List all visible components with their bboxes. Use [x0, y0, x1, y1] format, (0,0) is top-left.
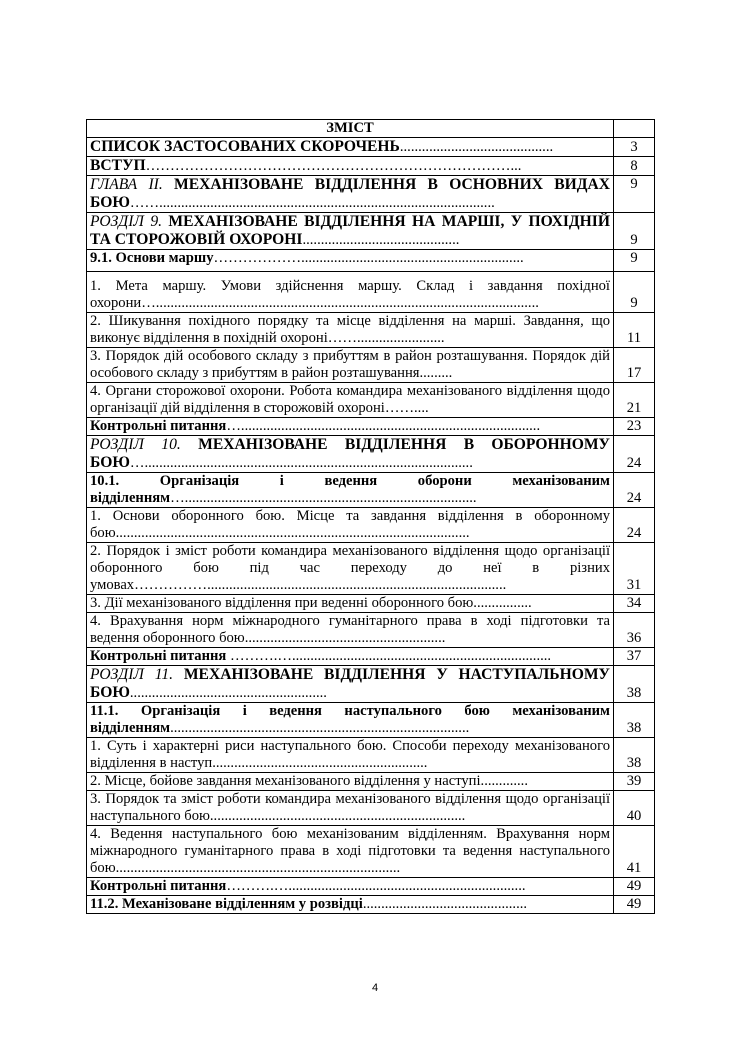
toc-leader-dots: …………………………………………………………………...: [145, 158, 522, 174]
toc-entry-prefix: РОЗДІЛ 9.: [90, 213, 163, 230]
toc-leader-dots: ……………….............................................................: [213, 250, 524, 266]
toc-entry-text: 1. Суть і характерні риси наступального бою. Способи переходу механізованого відділення в наступ: [90, 738, 610, 771]
toc-entry-label: Контрольні питання: [90, 648, 227, 664]
toc-page-number: 11: [614, 313, 655, 348]
toc-leader-dots: ..............................................................................: [115, 860, 401, 876]
toc-row: [87, 508, 655, 543]
toc-entry-label: 10.1. Організація і ведення оборони механізованим відділенням: [90, 473, 610, 506]
toc-title: ЗМІСТ: [87, 120, 614, 138]
toc-page-number: 36: [614, 613, 655, 648]
toc-page-number: 24: [614, 436, 655, 473]
toc-leader-dots: ..................................................................................: [170, 720, 470, 736]
toc-entry-label: Контрольні питання: [90, 878, 227, 894]
table-of-contents: [86, 119, 655, 914]
toc-row: [87, 138, 655, 157]
toc-title-row: [87, 120, 655, 138]
toc-page-number: 9: [614, 272, 655, 313]
toc-entry-text: 1. Основи оборонного бою. Місце та завдання відділення в оборонному бою: [90, 508, 610, 541]
toc-leader-dots: …................................................................................: [170, 490, 477, 506]
toc-page-number: 40: [614, 791, 655, 826]
toc-page-number: 21: [614, 383, 655, 418]
toc-leader-dots: …..................................................................................: [226, 418, 541, 434]
toc-row: [87, 313, 655, 348]
toc-entry-text: 2. Порядок і зміст роботи командира механізованого відділення щодо організації оборонного бою під час переходу до неї в різних умовах: [90, 543, 610, 593]
toc-entry-text: 1. Мета маршу. Умови здійснення маршу. Склад і завдання похідної охорони: [90, 278, 610, 311]
toc-leader-dots: .........: [419, 365, 453, 381]
toc-leader-dots: ......................................................: [129, 685, 327, 701]
toc-row: [87, 703, 655, 738]
toc-page-number: 38: [614, 738, 655, 773]
toc-entry-text: 3. Порядок та зміст роботи командира механізованого відділення щодо організації наступального бою: [90, 791, 610, 824]
toc-leader-dots: ……………..................................................................................: [134, 577, 507, 593]
toc-leader-dots: ……....: [384, 400, 429, 416]
toc-entry-label: МЕХАНІЗОВАНЕ ВІДДІЛЕННЯ В ОСНОВНИХ ВИДАХ БОЮ: [90, 176, 611, 211]
toc-leader-dots: .............: [480, 773, 528, 789]
toc-page-number: 17: [614, 348, 655, 383]
toc-row: [87, 383, 655, 418]
toc-row: [87, 157, 655, 176]
toc-row: [87, 791, 655, 826]
toc-page-number: 34: [614, 595, 655, 613]
toc-row: [87, 613, 655, 648]
toc-page-number: 9: [614, 213, 655, 250]
toc-entry-prefix: РОЗДІЛ 10.: [90, 436, 181, 453]
toc-row: [87, 348, 655, 383]
toc-row: [87, 436, 655, 473]
toc-row: [87, 418, 655, 436]
toc-leader-dots: .............................................: [362, 896, 528, 912]
toc-leader-dots: ….........................................................................................................: [141, 295, 539, 311]
toc-page-number: 24: [614, 508, 655, 543]
toc-page-number: 3: [614, 138, 655, 157]
toc-row: [87, 543, 655, 595]
toc-leader-dots: ..........................................: [399, 139, 554, 155]
toc-leader-dots: ...........................................................: [212, 755, 428, 771]
toc-row: [87, 666, 655, 703]
toc-entry-prefix: ГЛАВА ІІ.: [90, 176, 163, 193]
toc-row: [87, 878, 655, 896]
toc-leader-dots: .................................................................................................: [115, 525, 470, 541]
toc-entry-label: Контрольні питання: [90, 418, 227, 434]
toc-leader-dots: .......................................................: [244, 630, 446, 646]
toc-leader-dots: ……........................: [327, 330, 445, 346]
page-number: 4: [371, 982, 379, 994]
toc-entry-text: 2. Місце, бойове завдання механізованого відділення у наступі: [90, 773, 481, 789]
toc-leader-dots: …..........................................................................................: [129, 455, 473, 471]
toc-entry-label: СПИСОК ЗАСТОСОВАНИХ СКОРОЧЕНЬ: [90, 138, 400, 155]
toc-entry-label: ВСТУП: [90, 157, 146, 174]
toc-page-number: 41: [614, 826, 655, 878]
toc-leader-dots: ……….….......................................................................: [226, 648, 552, 664]
toc-row: [87, 896, 655, 914]
toc-entry-label: 11.1. Організація і ведення наступального бою механізованим відділенням: [90, 703, 610, 736]
toc-entry-label: 9.1. Основи маршу: [90, 250, 214, 266]
toc-entry-text: 3. Порядок дій особового складу з прибуттям в район розташування. Порядок дій особового складу з прибуттям в район розташування: [90, 348, 610, 381]
toc-page-number: 38: [614, 703, 655, 738]
toc-entry-prefix: РОЗДІЛ 11.: [90, 666, 174, 683]
toc-page-number: 24: [614, 473, 655, 508]
toc-row: [87, 473, 655, 508]
toc-page-number: 38: [614, 666, 655, 703]
toc-page-number: 23: [614, 418, 655, 436]
toc-entry-text: 4. Врахування норм міжнародного гуманітарного права в ході підготовки та ведення оборонного бою: [90, 613, 610, 646]
toc-leader-dots: ……............................................................................................: [129, 195, 495, 211]
toc-entry-text: 2. Шикування похідного порядку та місце відділення на марші. Завдання, що виконує відділення в похідній охороні: [90, 313, 610, 346]
toc-page-number: 9: [614, 176, 655, 213]
toc-row: [87, 213, 655, 250]
toc-entry-text: 4. Ведення наступального бою механізованим відділенням. Врахування норм міжнародного гуманітарного права в ході підготовки та ведення наступального бою: [90, 826, 610, 876]
toc-page-number: 9: [614, 250, 655, 272]
toc-title-page-cell: [614, 120, 655, 138]
toc-page-number: 8: [614, 157, 655, 176]
toc-page-number: 49: [614, 896, 655, 914]
toc-entry-label: МЕХАНІЗОВАНЕ ВІДДІЛЕННЯ НА МАРШІ, У ПОХІДНІЙ ТА СТОРОЖОВІЙ ОХОРОНІ: [90, 213, 610, 248]
toc-entry-label: 11.2. Механізоване відділенням у розвідці: [90, 896, 363, 912]
toc-row: [87, 272, 655, 313]
toc-leader-dots: ................: [473, 595, 532, 611]
toc-row: [87, 826, 655, 878]
toc-row: [87, 595, 655, 613]
toc-entry-text: 4. Органи сторожової охорони. Робота командира механізованого відділення щодо організації дій відділення в сторожовій охороні: [90, 383, 610, 416]
toc-row: [87, 773, 655, 791]
toc-row: [87, 176, 655, 213]
toc-entry-text: 3. Дії механізованого відділення при веденні оборонного бою: [90, 595, 474, 611]
toc-row: [87, 250, 655, 272]
toc-row: [87, 738, 655, 773]
toc-leader-dots: ......................................................................: [209, 808, 466, 824]
toc-entry-label: МЕХАНІЗОВАНЕ ВІДДІЛЕННЯ В ОБОРОННОМУ БОЮ: [90, 436, 610, 471]
toc-page-number: 37: [614, 648, 655, 666]
toc-row: [87, 648, 655, 666]
toc-page-number: 31: [614, 543, 655, 595]
toc-page-number: 39: [614, 773, 655, 791]
toc-leader-dots: ……….….................................................................: [226, 878, 526, 894]
toc-leader-dots: ...........................................: [302, 232, 460, 248]
toc-entry-label: МЕХАНІЗОВАНЕ ВІДДІЛЕННЯ У НАСТУПАЛЬНОМУ БОЮ: [90, 666, 610, 701]
toc-page-number: 49: [614, 878, 655, 896]
